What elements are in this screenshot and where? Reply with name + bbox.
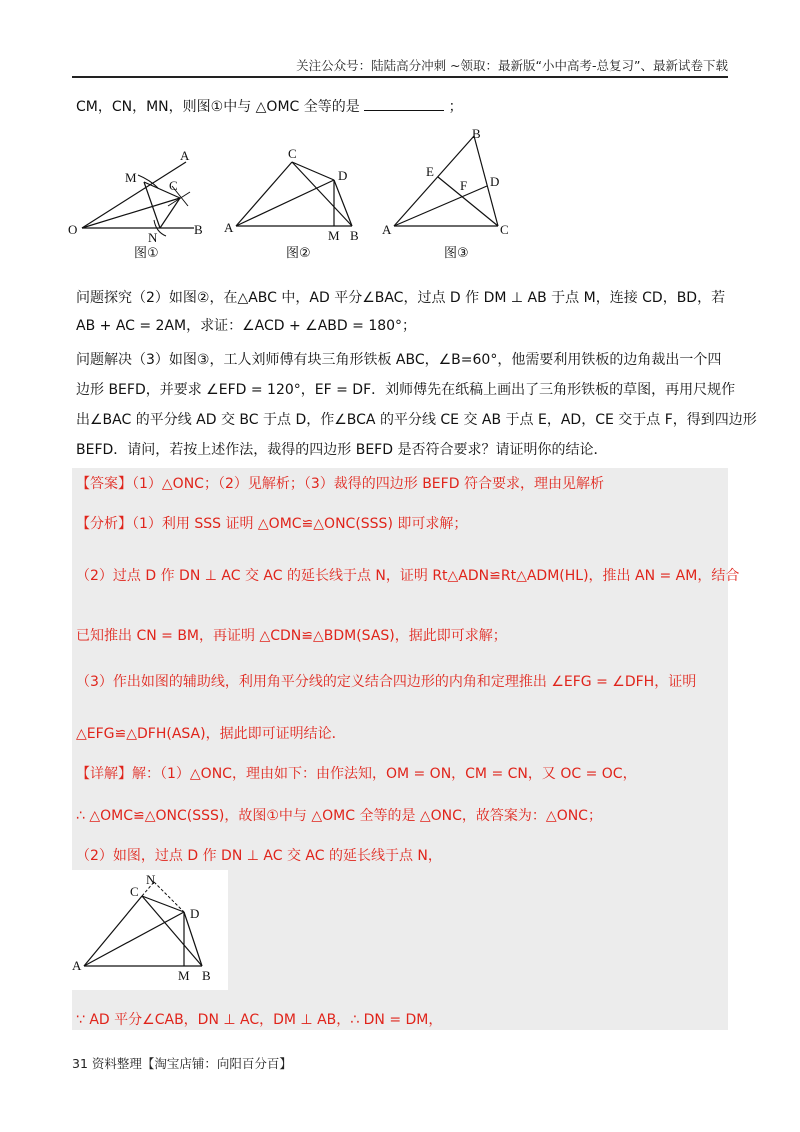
fig2-label-c: C [288, 146, 297, 161]
answer-blank [364, 96, 444, 111]
detail-line4: ∵ AD 平分∠CAB，DN ⊥ AC，DM ⊥ AB，∴ DN = DM， [76, 1012, 443, 1028]
fig2-label-m: M [328, 228, 340, 243]
fig3-label-c: C [500, 222, 509, 237]
fig1-label-n: N [148, 230, 158, 245]
fig4-label-n: N [146, 872, 156, 887]
analysis-line4: （3）作出如图的辅助线，利用角平分线的定义结合四边形的内角和定理推出 ∠EFG = ∠DFH，证明 [76, 674, 697, 690]
detail-line2: ∴ △OMC≌△ONC(SSS)，故图①中与 △OMC 全等的是 △ONC，故答案为：△ONC； [76, 808, 602, 824]
fig3-caption: 图③ [444, 246, 469, 261]
question-part3-line3: 出∠BAC 的平分线 AD 交 BC 于点 D，作∠BCA 的平分线 CE 交 AB 于点 E，AD，CE 交于点 F，得到四边形 [76, 412, 757, 428]
question-part3-line2: 边形 BEFD，并要求 ∠EFD = 120°，EF = DF．刘师傅先在纸稿上画出了三角形铁板的草图，再用尺规作 [76, 382, 736, 398]
figure-4 [72, 870, 228, 990]
footer-text: 资料整理【淘宝店铺：向阳百分百】 [91, 1056, 292, 1071]
fig2-line-bd [334, 180, 352, 226]
fig2-label-a: A [224, 220, 234, 235]
fig2-side-ac [236, 162, 292, 226]
analysis-line3: 已知推出 CN = BM，再证明 △CDN≌△BDM(SAS)，据此即可求解； [76, 628, 507, 644]
fig4-label-b: B [202, 968, 211, 983]
fig1-label-m: M [125, 170, 137, 185]
fig4-line-nd [154, 882, 184, 912]
fig1-label-o: O [68, 222, 78, 237]
fig2-caption: 图② [286, 246, 311, 261]
fig4-label-a: A [72, 958, 82, 973]
fig1-label-c: C [169, 178, 178, 193]
fig2-line-ad [236, 180, 334, 226]
fig1-label-b: B [194, 222, 203, 237]
question-part1-line [76, 96, 463, 117]
fig4-line-ad [84, 912, 184, 966]
fig4-label-d: D [190, 906, 200, 921]
detail-line1: 【详解】解：（1）△ONC，理由如下：由作法知，OM = ON，CM = CN，又 OC = OC， [76, 766, 637, 782]
fig2-label-b: B [350, 228, 359, 243]
header-rule [72, 76, 728, 78]
page-header: 关注公众号：陆陆高分冲刺 ~领取：最新版“小中高考-总复习”、最新试卷下载 [296, 58, 728, 73]
question-part1-end: ； [448, 99, 463, 115]
fig4-side-ac [84, 896, 142, 966]
fig4-label-c: C [130, 884, 139, 899]
fig3-label-f: F [460, 178, 468, 193]
fig1-label-a: A [180, 148, 190, 163]
analysis-line1: 【分析】（1）利用 SSS 证明 △OMC≌△ONC(SSS) 即可求解； [76, 516, 468, 532]
fig1-line-nc [160, 198, 180, 228]
fig2-line-cd [292, 162, 334, 180]
fig3-label-b: B [472, 126, 481, 141]
page-footer [72, 1054, 292, 1072]
fig3-line-ce [438, 177, 498, 226]
question-part2-line2: AB + AC = 2AM，求证：∠ACD + ∠ABD = 180°； [76, 318, 417, 334]
detail-line3: （2）如图，过点 D 作 DN ⊥ AC 交 AC 的延长线于点 N， [76, 848, 442, 864]
answer-line: 【答案】（1）△ONC；（2）见解析；（3）裁得的四边形 BEFD 符合要求，理由见解析 [76, 476, 604, 492]
analysis-line5: △EFG≌△DFH(ASA)，据此即可证明结论． [76, 726, 346, 742]
fig1-caption: 图① [134, 246, 159, 261]
fig3-label-e: E [426, 164, 434, 179]
question-part3-line1: 问题解决（3）如图③，工人刘师傅有块三角形铁板 ABC，∠B=60°，他需要利用铁板的边角裁出一个四 [76, 352, 722, 368]
page-number: 31 [72, 1056, 88, 1071]
figure-3 [380, 126, 520, 246]
question-part2-line1: 问题探究（2）如图②，在△ABC 中，AD 平分∠BAC，过点 D 作 DM ⊥ AB 于点 M，连接 CD，BD，若 [76, 290, 726, 306]
fig2-label-d: D [338, 168, 348, 183]
analysis-line2: （2）过点 D 作 DN ⊥ AC 交 AC 的延长线于点 N，证明 Rt△ADN≌Rt△ADM(HL)，推出 AN = AM，结合 [76, 568, 740, 584]
question-part3-line4: BEFD．请问，若按上述作法，裁得的四边形 BEFD 是否符合要求？请证明你的结论． [76, 442, 608, 458]
fig1-line-oc [82, 198, 180, 228]
fig3-label-a: A [382, 222, 392, 237]
question-part1-text: CM，CN，MN，则图①中与 △OMC 全等的是 [76, 99, 360, 115]
fig4-label-m: M [178, 968, 190, 983]
fig3-label-d: D [490, 174, 500, 189]
figure-2 [222, 140, 362, 250]
